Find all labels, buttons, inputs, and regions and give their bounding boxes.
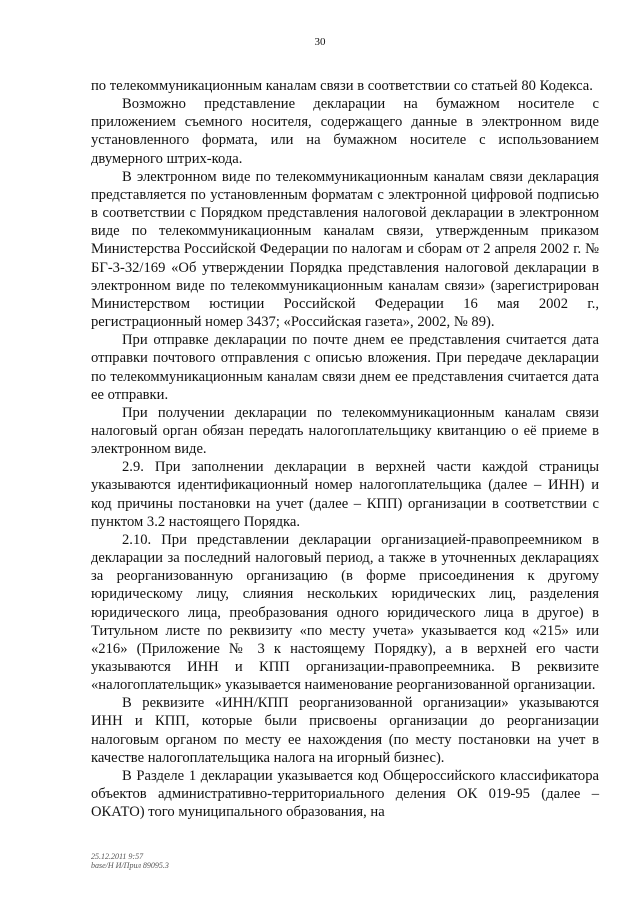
document-body [91,77,599,821]
paragraph-continuation: по телекоммуникационным каналам связи в соответствии со статьей 80 Кодекса. [91,78,593,94]
footer-file-path: base/Н И/Прил 89095.3 [91,861,169,870]
paragraph-inn-kpp-reorganized: В реквизите «ИНН/КПП реорганизованной организации» указываются ИНН и КПП, которые были присвоены организации до реорганизации налоговым органом по месту ее нахождения (по месту постановки на учет в качестве налогоплательщика налога на игорный бизнес). [91,695,599,766]
paragraph-receipt-confirmation: При получении декларации по телекоммуникационным каналам связи налоговый орган обязан передать налогоплательщику квитанцию о её приеме в электронном виде. [91,404,599,458]
paragraph-section-2-10: 2.10. При представлении декларации организацией-правопреемником в декларации за последний налоговый период, а также в уточненных декларациях за реорганизованную организацию (в форме присоединения к другому юридическому лицу, слияния нескольких юридических лиц, разделения юридического лица, преобразования одного юридического лица в другое) в Титульном листе по реквизиту «по месту учета» указывается код «215» или «216» (Приложение № 3 к настоящему Порядку), а в верхней его части указываются ИНН и КПП организации-правопреемника. В реквизите «налогоплательщик» указывается наименование реорганизованной организации. [91,531,599,694]
page-number: 30 [314,36,326,48]
paragraph-section-2-9: 2.9. При заполнении декларации в верхней части каждой страницы указываются идентификационный номер налогоплательщика (далее – ИНН) и код причины постановки на учет (далее – КПП) организации в соответствии с пунктом 3.2 настоящего Порядка. [91,459,599,530]
footer-stamp [91,852,169,870]
paragraph-section-1-okato: В Разделе 1 декларации указывается код Общероссийского классификатора объектов административно-территориального деления ОК 019-95 (далее – ОКАТО) того муниципального образования, на [91,767,599,821]
paragraph-mail-submission-date: При отправке декларации по почте днем ее представления считается дата отправки почтового отправления с описью вложения. При передаче декларации по телекоммуникационным каналам связи днем ее представления считается дата ее отправки. [91,332,599,403]
paragraph-paper-submission: Возможно представление декларации на бумажном носителе с приложением съемного носителя, содержащего данные в электронном виде установленного формата, или на бумажном носителе с использованием двумерного штрих-кода. [91,96,599,167]
footer-timestamp: 25.12.2011 9:57 [91,852,144,861]
paragraph-electronic-submission: В электронном виде по телекоммуникационным каналам связи декларация представляется по установленным форматам с электронной цифровой подписью в соответствии с Порядком представления налоговой декларации в электронном виде по телекоммуникационным каналам связи, утвержденным приказом Министерства Российской Федерации по налогам и сборам от 2 апреля 2002 г. № БГ-3-32/169 «Об утверждении Порядка представления налоговой декларации в электронном виде по телекоммуникационным каналам связи» (зарегистрирован Министерством юстиции Российской Федерации 16 мая 2002 г., регистрационный номер 3437; «Российская газета», 2002, № 89). [91,168,599,331]
